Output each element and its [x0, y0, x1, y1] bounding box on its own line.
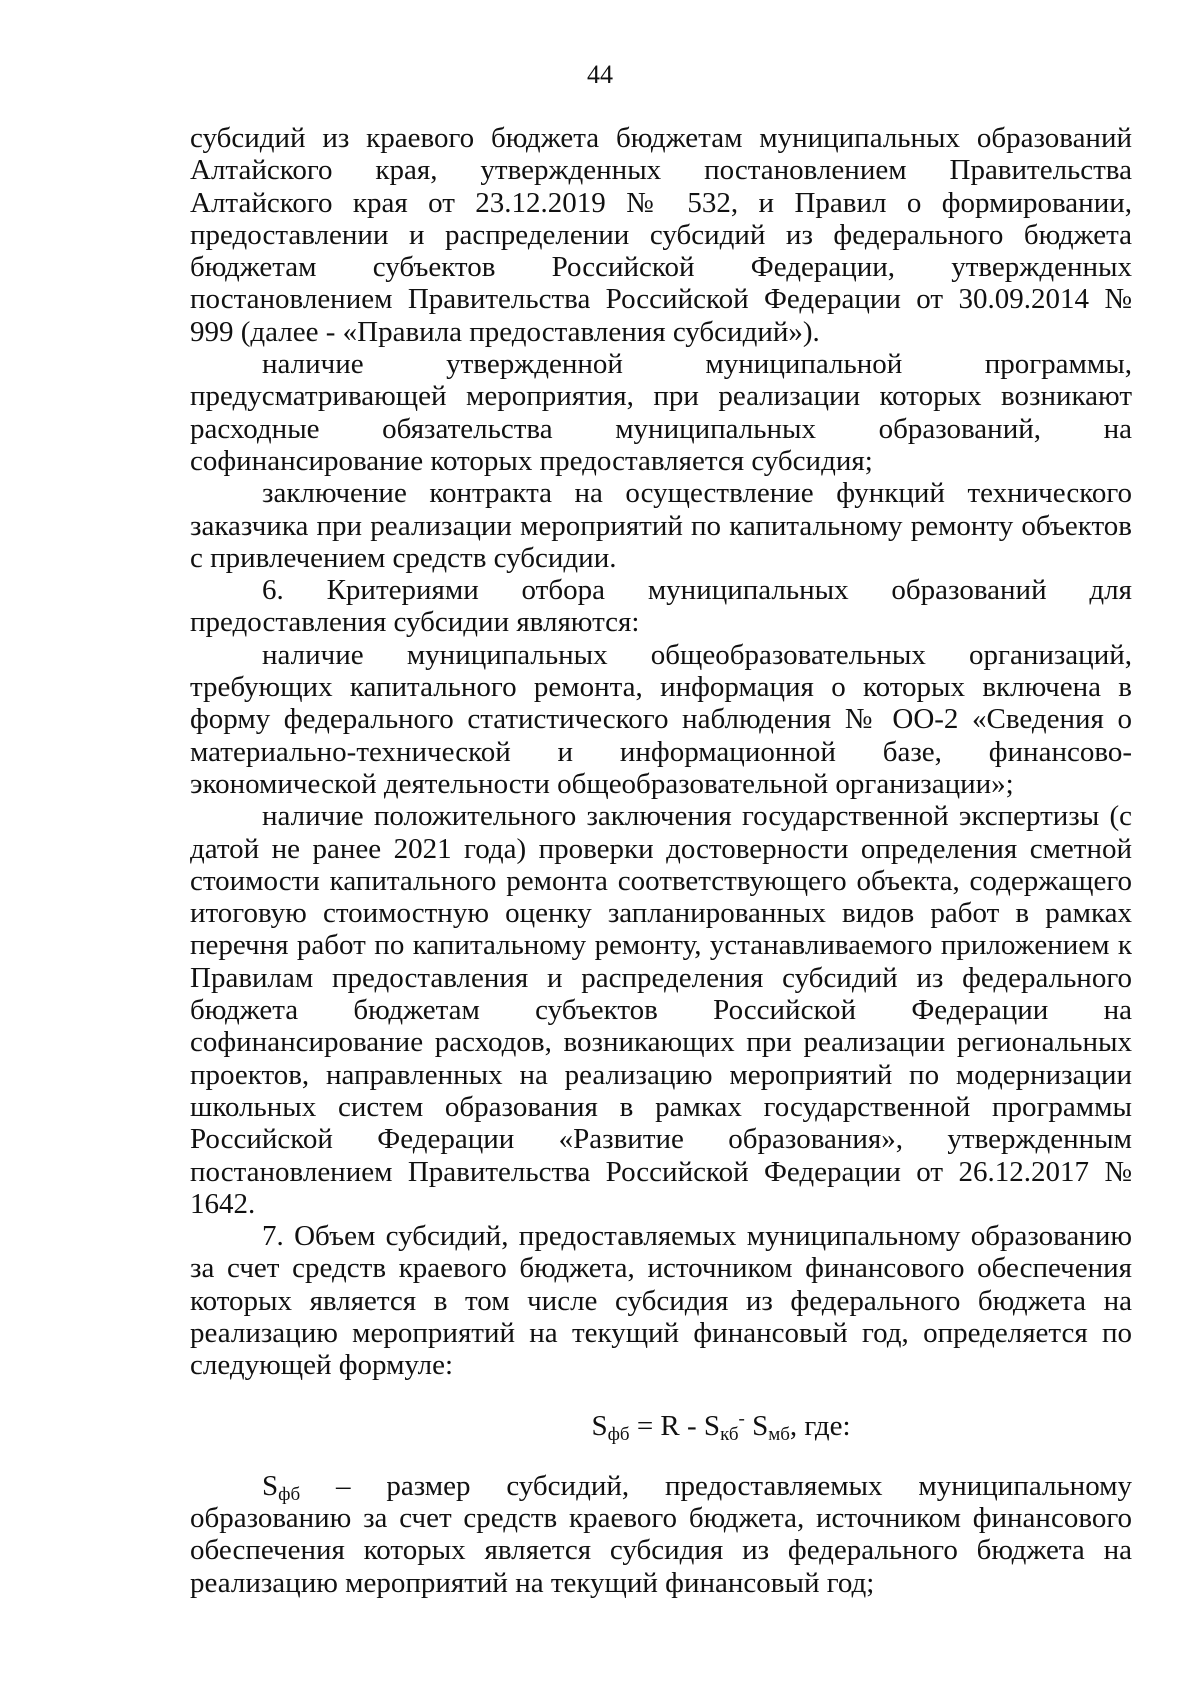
formula-tail: , где:: [789, 1409, 851, 1442]
formula-symbol: S: [752, 1409, 769, 1442]
formula-symbol: S: [703, 1409, 721, 1442]
formula-subscript: фб: [607, 1423, 630, 1445]
paragraph: субсидий из краевого бюджета бюджетам муниципальных образований Алтайского края, утвержденных постановлением Правительства Алтайского края от 23.12.2019 № 532, и Правил о формировании, предоставлении и распределении субсидий из федерального бюджета бюджетам субъектов Российской Федерации, утвержденных постановлением Правительства Российской Федерации от 30.09.2014 № 999 (далее - «Правила предоставления субсидий»).: [190, 122, 1132, 348]
formula-symbol: S: [591, 1409, 608, 1442]
definition-paragraph: [190, 1470, 1132, 1599]
formula: [190, 1407, 1132, 1445]
definition-symbol: S: [262, 1469, 279, 1502]
paragraph: 6. Критериями отбора муниципальных образований для предоставления субсидии являются:: [190, 574, 1132, 639]
formula-operator: -: [738, 1407, 745, 1429]
formula-subscript: кб: [720, 1423, 739, 1445]
page-number: 44: [587, 60, 613, 89]
paragraph: наличие утвержденной муниципальной программы, предусматривающей мероприятия, при реализации которых возникают расходные обязательства муниципальных образований, на софинансирование которых предоставляется субсидия;: [190, 348, 1132, 477]
paragraph: наличие муниципальных общеобразовательных организаций, требующих капитального ремонта, информация о которых включена в форму федерального статистического наблюдения № ОО-2 «Сведения о материально-технической и информационной базе, финансово-экономической деятельности общеобразовательной организации»;: [190, 638, 1132, 800]
paragraph: 7. Объем субсидий, предоставляемых муниципальному образованию за счет средств краевого бюджета, источником финансового обеспечения которых является в том числе субсидия из федерального бюджета на реализацию мероприятий на текущий финансовый год, определяется по следующей формуле:: [190, 1220, 1132, 1382]
document-body: [190, 122, 1132, 1599]
definition-subscript: фб: [278, 1483, 301, 1505]
formula-subscript: мб: [768, 1423, 790, 1445]
paragraph: наличие положительного заключения государственной экспертизы (с датой не ранее 2021 года) проверки достоверности определения сметной стоимости капитального ремонта соответствующего объекта, содержащего итоговую стоимостную оценку запланированных видов работ в рамках перечня работ по капитальному ремонту, устанавливаемого приложением к Правилам предоставления и распределения субсидий из федерального бюджета бюджетам субъектов Российской Федерации на софинансирование расходов, возникающих при реализации региональных проектов, направленных на реализацию мероприятий по модернизации школьных систем образования в рамках государственной программы Российской Федерации «Развитие образования», утвержденным постановлением Правительства Российской Федерации от 26.12.2017 № 1642.: [190, 800, 1132, 1220]
formula-operator: = R -: [629, 1409, 704, 1442]
definition-text: – размер субсидий, предоставляемых муниципальному образованию за счет средств краевого бюджета, источником финансового обеспечения которых является субсидия из федерального бюджета на реализацию мероприятий на текущий финансовый год;: [190, 1469, 1132, 1599]
paragraph: заключение контракта на осуществление функций технического заказчика при реализации мероприятий по капитальному ремонту объектов с привлечением средств субсидии.: [190, 477, 1132, 574]
